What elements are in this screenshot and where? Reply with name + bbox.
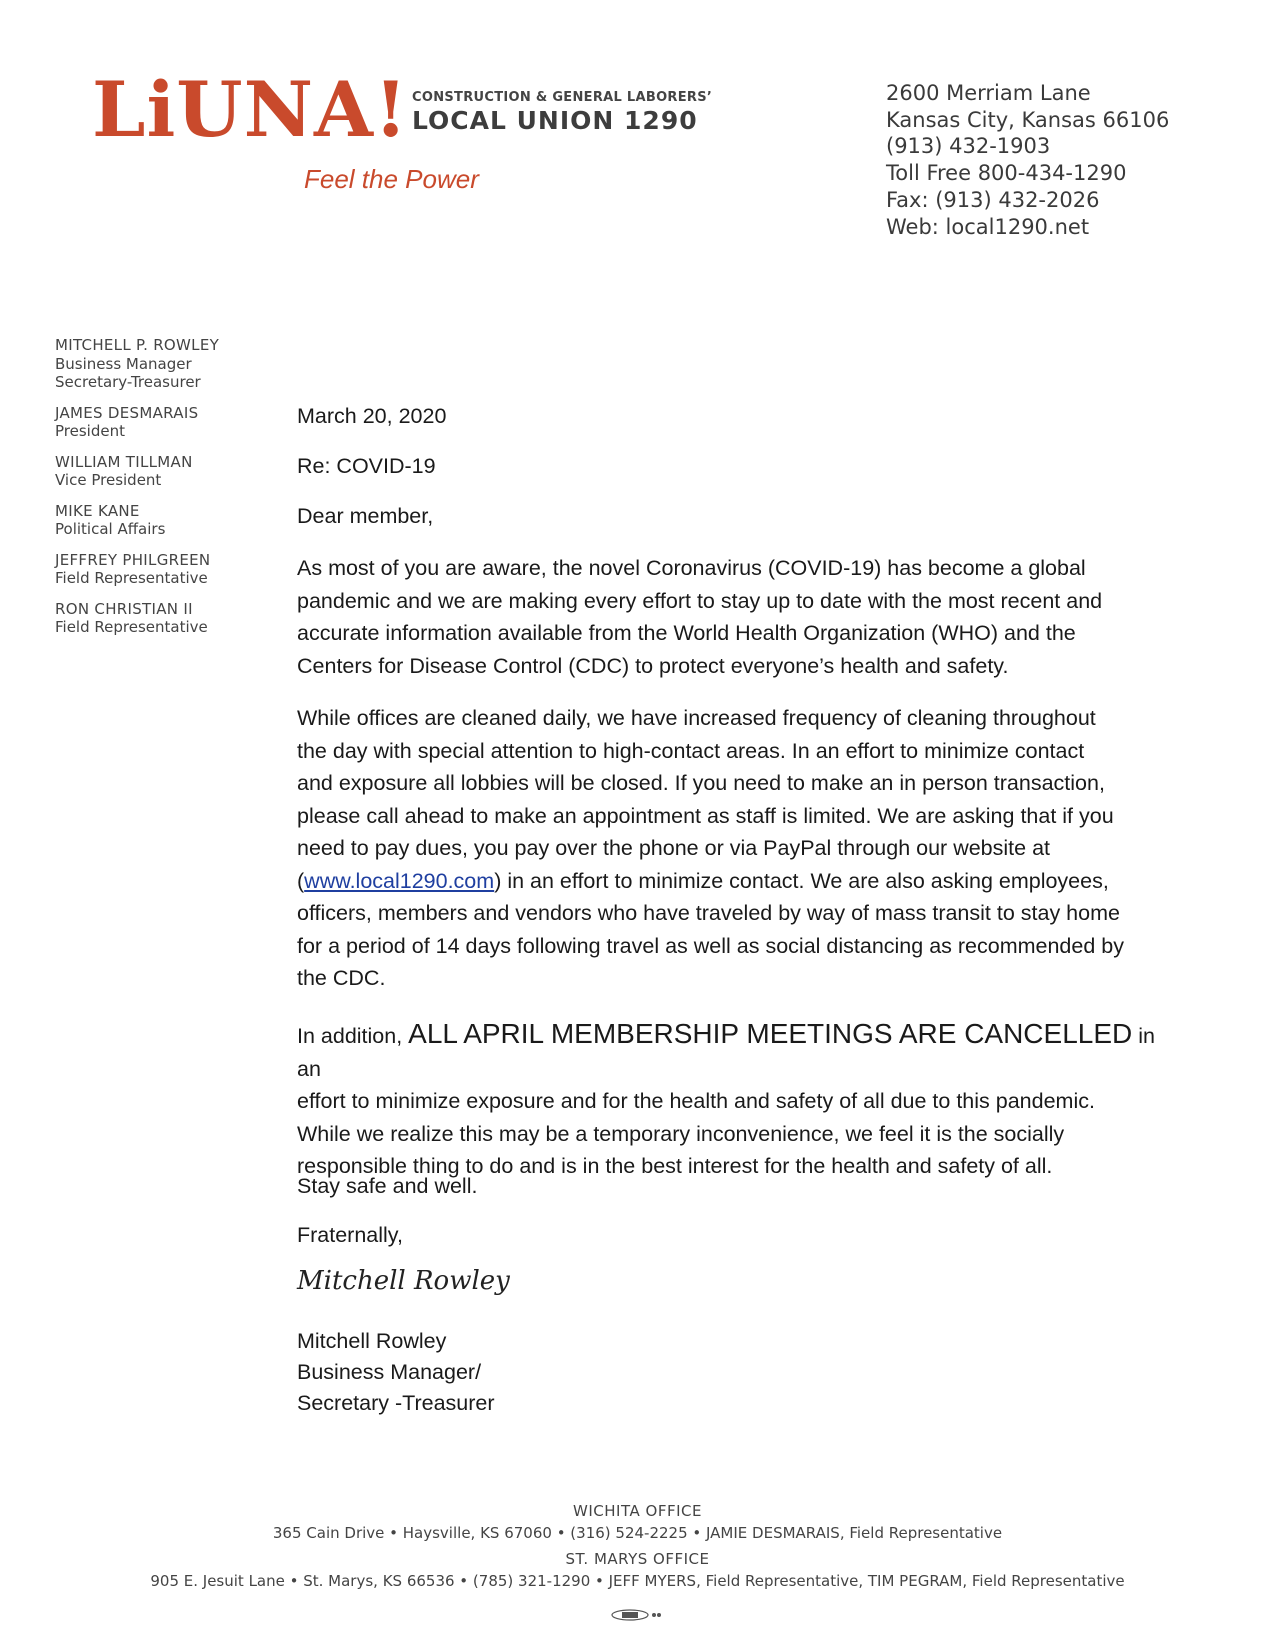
signature: Mitchell Rowley — [297, 1266, 510, 1296]
officer-name: RON CHRISTIAN II — [55, 599, 193, 618]
officer-name: JAMES DESMARAIS — [55, 403, 199, 422]
cancellation-notice: ALL APRIL MEMBERSHIP MEETINGS ARE CANCELLED — [408, 1018, 1133, 1049]
officer-title: Field Representative — [55, 569, 208, 587]
officer-entry — [55, 600, 265, 637]
stmarys-office-details: 905 E. Jesuit Lane • St. Marys, KS 66536 • (785) 321-1290 • JEFF MYERS, Field Representative, TIM PEGRAM, Field Representative — [150, 1572, 1125, 1590]
officer-title: Secretary-Treasurer — [55, 373, 201, 391]
signer-title: Business Manager/ — [297, 1360, 482, 1384]
union-subtitle: CONSTRUCTION & GENERAL LABORERS’ — [412, 90, 713, 105]
officer-name: JEFFREY PHILGREEN — [55, 550, 211, 569]
signature-block — [297, 1326, 495, 1419]
officer-title: Vice President — [55, 471, 162, 489]
liuna-logo-mark: LiUNA! — [92, 65, 409, 154]
paragraph-line: responsible thing to do and is in the best interest for the health and safety of all. — [297, 1154, 1053, 1178]
closing-valediction: Fraternally, — [297, 1223, 403, 1247]
union-logo — [92, 65, 732, 208]
address-phone: (913) 432-1903 — [886, 134, 1051, 159]
officer-entry — [55, 502, 265, 539]
officer-entry — [55, 453, 265, 490]
paragraph-2 — [297, 702, 1124, 995]
address-street: 2600 Merriam Lane — [886, 81, 1091, 105]
address-fax: Fax: (913) 432-2026 — [886, 187, 1100, 212]
officer-name: WILLIAM TILLMAN — [55, 452, 193, 471]
wichita-office-details: 365 Cain Drive • Haysville, KS 67060 • (316) 524-2225 • JAMIE DESMARAIS, Field Representative — [272, 1524, 1003, 1542]
paragraph-line: While offices are cleaned daily, we have increased frequency of cleaning throughout — [297, 706, 1096, 730]
paragraph-line: the CDC. — [297, 966, 386, 990]
officer-title: Field Representative — [55, 618, 208, 636]
paragraph-line: In addition, — [297, 1024, 409, 1048]
signer-name: Mitchell Rowley — [297, 1329, 447, 1353]
paragraph-line: effort to minimize exposure and for the health and safety of all due to this pandemic. — [297, 1089, 1095, 1113]
paragraph-line: officers, members and vendors who have traveled by way of mass transit to stay home — [297, 901, 1120, 925]
paragraph-line: need to pay dues, you pay over the phone or via PayPal through our website at — [297, 836, 1050, 860]
paragraph-line: please call ahead to make an appointment as staff is limited. We are asking that if you — [297, 803, 1114, 828]
address-city: Kansas City, Kansas 66106 — [886, 107, 1170, 132]
paragraph-line: Centers for Disease Control (CDC) to protect everyone’s health and safety. — [297, 653, 1009, 678]
wichita-office-title: WICHITA OFFICE — [573, 1502, 702, 1520]
paragraph-line: pandemic and we are making every effort to stay up to date with the most recent and — [297, 588, 1103, 613]
address-web: Web: local1290.net — [886, 214, 1090, 239]
letter-salutation: Dear member, — [297, 504, 434, 528]
paragraph-1 — [297, 552, 1102, 682]
paragraph-line: As most of you are aware, the novel Coronavirus (COVID-19) has become a global — [297, 556, 1086, 580]
officer-entry — [55, 404, 265, 441]
paragraph-line: for a period of 14 days following travel as well as social distancing as recommended by — [297, 933, 1124, 958]
union-name: LOCAL UNION 1290 — [412, 106, 698, 135]
letter-date: March 20, 2020 — [297, 404, 447, 428]
paragraph-line: accurate information available from the World Health Organization (WHO) and the — [297, 621, 1076, 645]
closing-line: Stay safe and well. — [297, 1174, 478, 1198]
paragraph-line: While we realize this may be a temporary inconvenience, we feel it is the socially — [297, 1121, 1065, 1146]
paren-open: ( — [297, 868, 305, 893]
signer-title: Secretary -Treasurer — [297, 1391, 495, 1415]
paragraph-line: and exposure all lobbies will be closed. If you need to make an in person transaction, — [297, 771, 1105, 795]
union-bug-icon — [610, 1607, 662, 1623]
officer-name: MIKE KANE — [55, 501, 140, 520]
paragraph-line: the day with special attention to high-contact areas. In an effort to minimize contact — [297, 738, 1085, 763]
officers-list — [55, 336, 265, 649]
officer-title: Political Affairs — [55, 520, 166, 538]
paragraph-line: in an — [297, 1024, 1155, 1081]
address-toll-free: Toll Free 800-434-1290 — [886, 161, 1127, 186]
officer-title: Business Manager — [55, 354, 192, 373]
letter-subject: Re: COVID-19 — [297, 454, 436, 478]
website-link[interactable]: www.local1290.com — [304, 868, 495, 893]
officer-entry — [55, 551, 265, 588]
footer-offices — [0, 1500, 1275, 1592]
stmarys-office-title: ST. MARYS OFFICE — [565, 1550, 710, 1568]
tagline: Feel the Power — [304, 164, 479, 194]
paragraph-3 — [297, 1018, 1167, 1183]
paragraph-line: ) in an effort to minimize contact. We are also asking employees, — [494, 868, 1109, 893]
officer-name: MITCHELL P. ROWLEY — [55, 336, 220, 354]
officer-entry — [55, 336, 265, 392]
letterhead-address — [886, 80, 1169, 240]
officer-title: President — [55, 422, 125, 440]
